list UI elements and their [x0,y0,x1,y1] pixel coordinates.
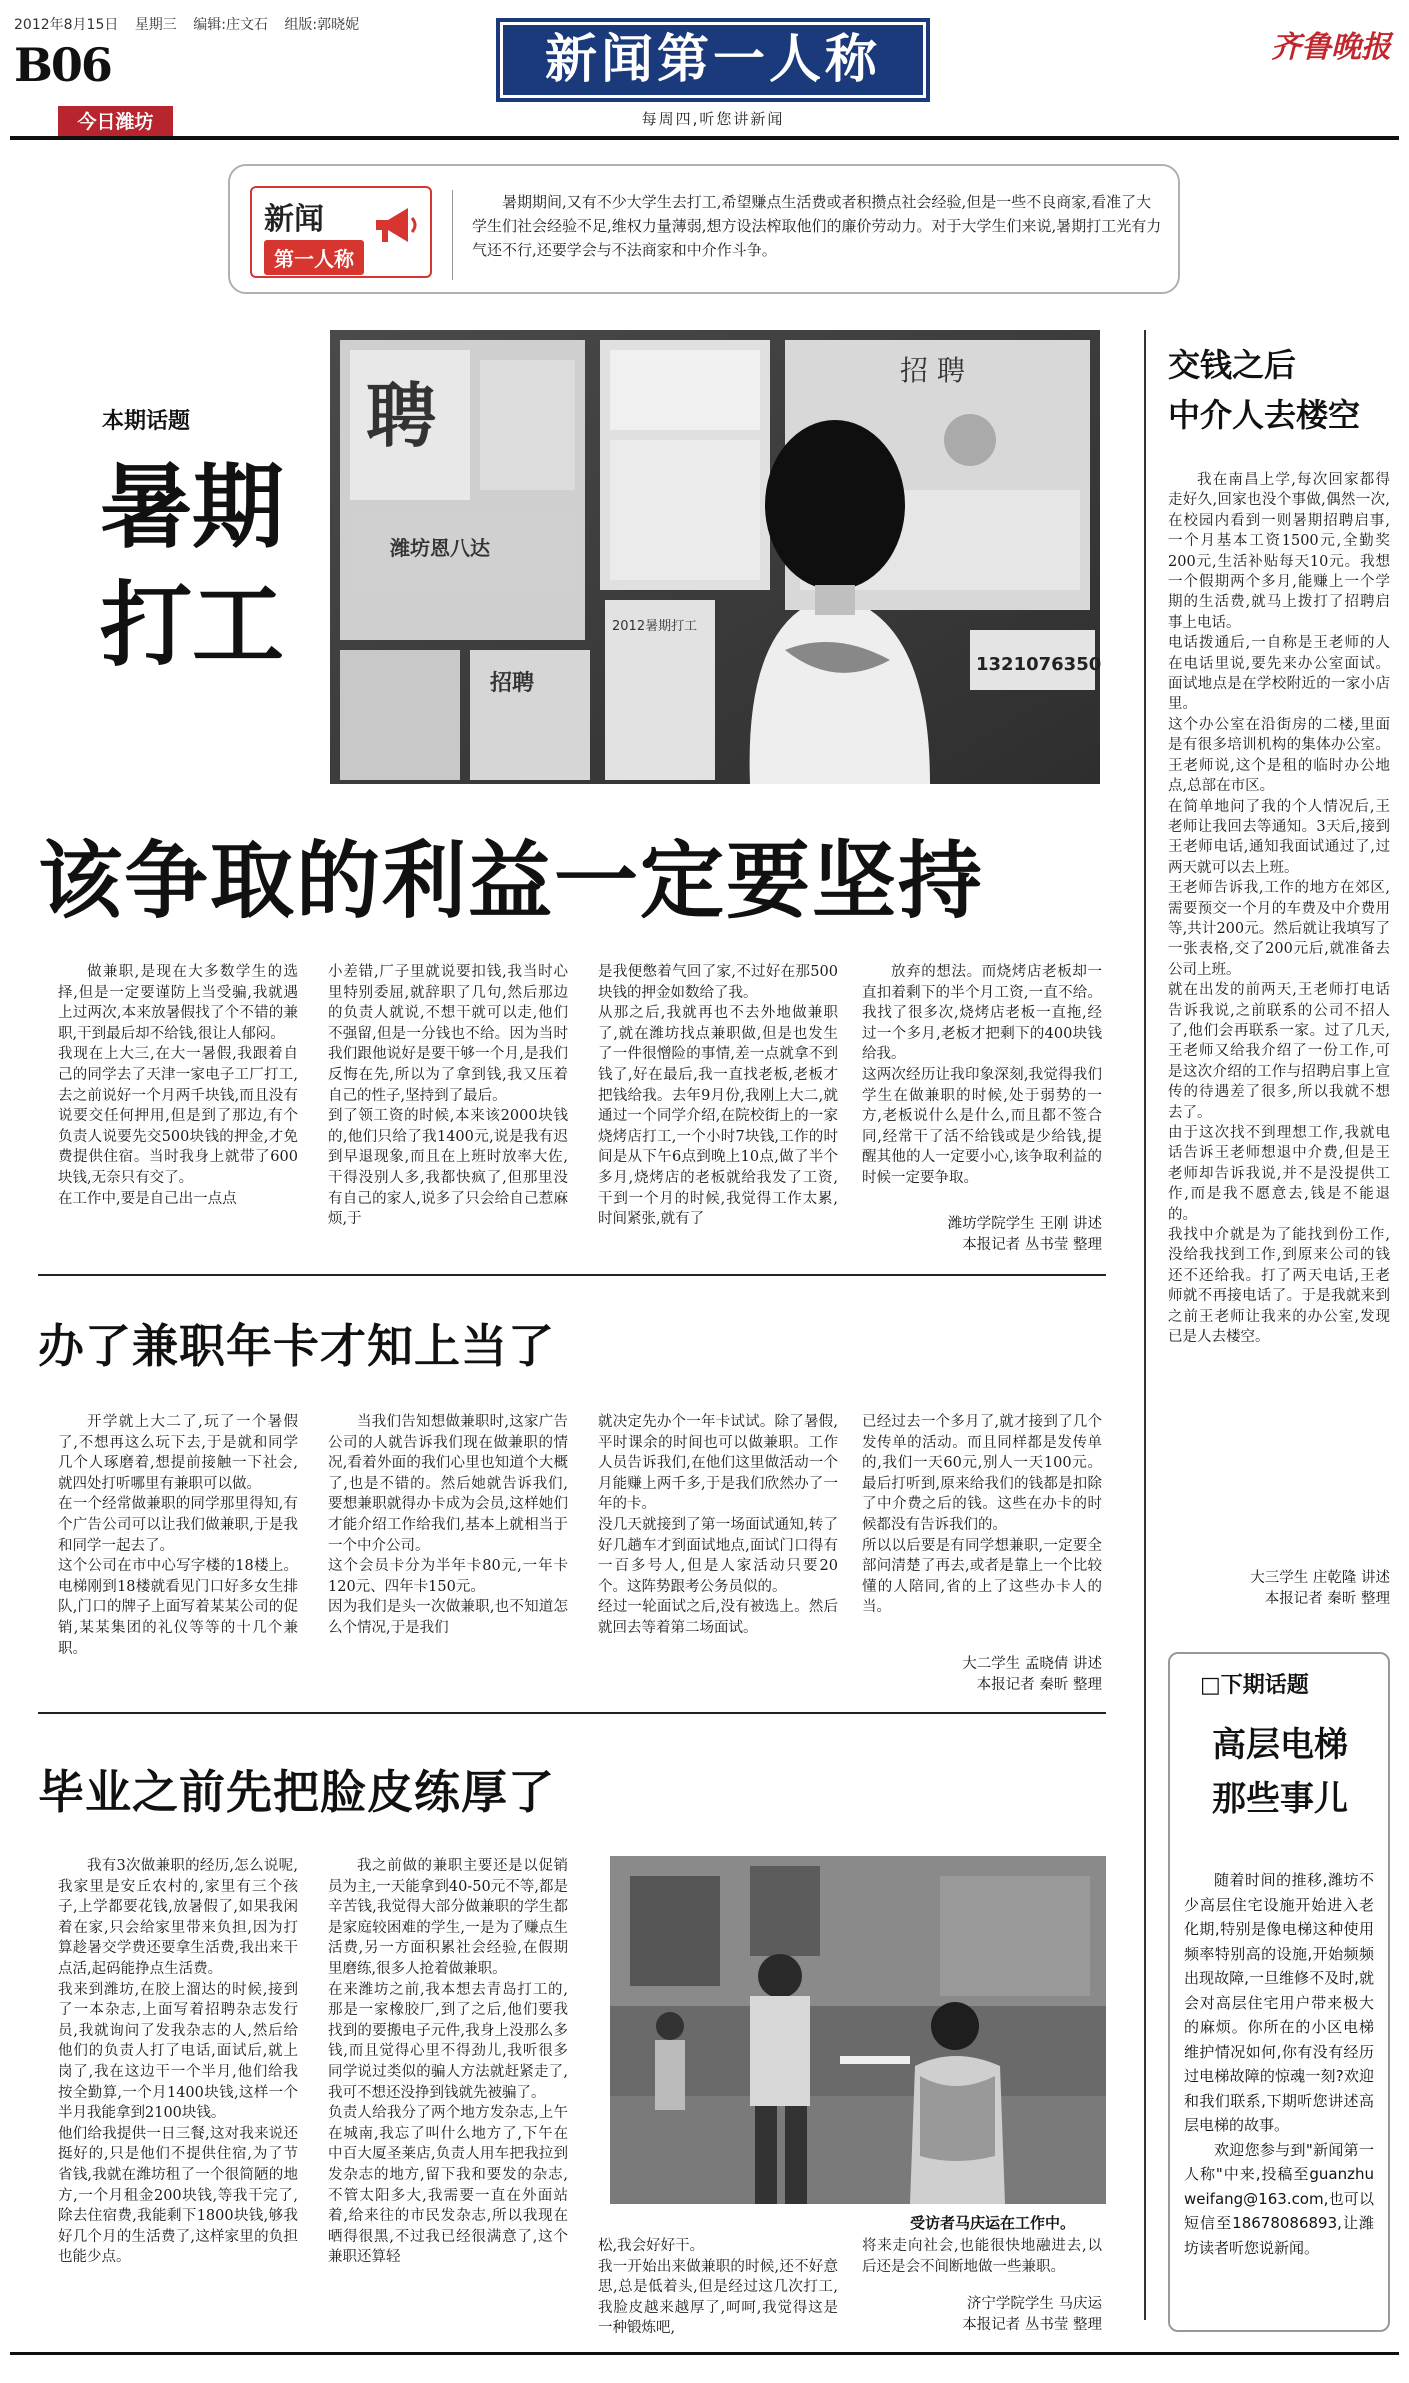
header-weekday: 星期三 [134,17,177,33]
topic-title-line1: 暑期 [100,453,285,561]
side-story-text [1168,470,1390,1555]
story2-headline: 办了兼职年卡才知上当了 [38,1319,555,1373]
header-layout: 组版:郭晓妮 [284,17,360,33]
next-topic-text [1184,1868,1374,2260]
side-story-signature [1168,1568,1390,1610]
story1-col2 [328,962,568,1262]
photo-job-board [330,330,1100,784]
intro-badge-line2: 第一人称 [264,240,364,275]
story1-col2-text: 小差错,厂子里就说要扣钱,我当时心里特别委屈,就辞职了几句,然后那边的负责人就说,不想干就可以走,他们不强留,但是一分钱也不给。因为当时我们跟他说好是要干够一个月,是我们反悔在先,所以为了拿到钱,我又压着自己的性子,坚持到了最后。 到了领工资的时候,本来该2000块钱的,他们只给了我1400元,说是我有迟到早退现象,而且在上班时放率大佐,干得没别人多,我都快疯了,但那里没有自己的家人,说多了只会给自己惹麻烦,于 [328,964,568,1228]
poster-text-pin: 聘 [366,374,436,457]
story2-col3-text: 就决定先办个一年卡试试。除了暑假,平时课余的时间也可以做兼职。工作人员告诉我们,在他们这里做活动一个月能赚上两千多,于是我们欣然办了一年的卡。 没几天就接到了第一场面试通知,转了好几趟车才到面试地点,面试门口得有一百多号人,但是人家活动只要20个。这阵势跟考公务员似的。 经过一轮面试之后,没有被选上。然后就回去等着第二场面试。 [598,1414,838,1636]
header-editor: 编辑:庄文石 [193,17,268,33]
photo-interviewee [610,1856,1106,2204]
masthead-title: 新闻第一人称 [503,25,923,95]
story2-sign2: 本报记者 秦昕 整理 [976,1677,1102,1693]
story3-col1 [58,1856,298,2336]
masthead [496,18,930,102]
topic-title-line2: 打工 [100,571,285,679]
side-story-body: 我在南昌上学,每次回家都得走好久,回家也没个事做,偶然一次,在校园内看到一则暑期招聘启事,一个月基本工资1500元,全勤奖200元,生活补贴每天10元。我想一个假期两个多月,能赚上一个学期的生活费,就马上拨打了招聘启事上电话。 电话拨通后,一自称是王老师的人在电话里说,要先来办公室面试。面试地点是在学校附近的一家小店里。 这个办公室在沿街房的二楼,里面是有很多培训机构的集体办公室。王老师说,这个是租的临时办公地点,总部在市区。 在简单地问了我的个人情况后,王老师让我回去等通知。3天后,接到王老师电话,通知我面试通过了,过两天就可以去上班。 王老师告诉我,工作的地方在郊区,需要预交一个月的车费及中介费用等,共计200元。然后就让我填写了一张表格,交了200元后,就准备去公司上班。 就在出发的前两天,王老师打电话告诉我说,之前联系的公司不招人了,他们会再联系一家。过了几天,王老师又给我介绍了一份工作,可是这次介绍的工作与招聘启事上宣传的待遇差了很多,所以我就不想去了。 由于这次找不到理想工作,我就电话告诉王老师想退中介费,但是王老师却告诉我说,并不是没提供工作,而是我不愿意去,钱是不能退的。 我找中介就是为了能找到份工作,没给我找到工作,到原来公司的钱还不还给我。打了两天电话,王老师就不再接电话了。于是我就来到之前王老师让我来的办公室,发现已是人去楼空。 [1168,472,1390,1346]
next-topic-title [1180,1718,1380,1826]
megaphone-icon [370,200,420,250]
intro-divider [452,190,453,280]
bottom-rule [10,2352,1399,2355]
story2-col1 [58,1412,298,1702]
story2-col4 [862,1412,1102,1650]
poster-text-zhaopin: 招 聘 [900,354,965,387]
header-meta [14,14,371,34]
top-rule [10,136,1399,140]
intro-badge-line1: 新闻 [264,202,324,237]
story2-signature [862,1654,1102,1696]
right-column-divider [1144,330,1146,2320]
topic-label: 本期话题 [102,409,191,434]
next-title-line1: 高层电梯 [1212,1725,1348,1765]
intro-text: 暑期期间,又有不少大学生去打工,希望赚点生活费或者积攒点社会经验,但是一些不良商家,看准了大学生们社会经验不足,维权力量薄弱,想方设法榨取他们的廉价劳动力。对于大学生们来说,暑期打工光有力气还不行,还要学会与不法商家和中介作斗争。 [472,193,1162,259]
poster-text-phone: 1321076350 [976,654,1102,675]
section-tag: 今日潍坊 [58,106,173,138]
page-number: B06 [14,38,111,92]
story2-col2 [328,1412,568,1702]
next-topic-text1: 随着时间的推移,潍坊不少高层住宅设施开始进入老化期,特别是像电梯这种使用频率特别高的设施,开始频频出现故障,一旦维修不及时,就会对高层住宅用户带来极大的麻烦。你所在的小区电梯维护情况如何,你有没有经历过电梯故障的惊魂一刻?欢迎和我们联系,下期听您讲述高层电梯的故事。 [1184,1871,1374,2134]
story1-col1-text: 做兼职,是现在大多数学生的选择,但是一定要谨防上当受骗,我就遇上过两次,本来放暑假找了个不错的兼职,干到最后却不给钱,很让人郁闷。 我现在上大三,在大一暑假,我跟着自己的同学去了天津一家电子工厂打工,去之前说好一个月两千块钱,而且没有说要交任何押用,但是到了那边,有个负责人说要先交500块钱的押金,才免费提供住宿。当时我身上就带了600块钱,无奈只有交了。 在工作中,要是自己出一点点 [58,964,298,1207]
story2-sign1: 大二学生 孟晓倩 讲述 [962,1656,1102,1672]
story1-col3 [598,962,838,1262]
story3-sign2: 本报记者 丛书莹 整理 [962,2317,1102,2333]
story3-col4 [862,2236,1102,2282]
side-sign1: 大三学生 庄乾隆 讲述 [1250,1570,1390,1586]
topic-title [100,448,284,684]
masthead-subtitle: 每周四,听您讲新闻 [641,110,785,128]
story1-col4 [862,962,1102,1212]
story1-sign2: 本报记者 丛书莹 整理 [962,1237,1102,1253]
side-title-line1: 交钱之后 [1168,346,1297,384]
story3-col1-text: 我有3次做兼职的经历,怎么说呢,我家里是安丘农村的,家里有三个孩子,上学都要花钱,放暑假了,如果我闲着在家,只会给家里带来负担,因为打算趁暑交学费还要拿生活费,我出来干点活,起码能挣点生活费。 我来到潍坊,在胶上溜达的时候,接到了一本杂志,上面写着招聘杂志发行员,我就询问了发我杂志的人,然后给他们的负责人打了电话,面试后,就上岗了,我在这边干一个半月,他们给我按全勤算,一个月1400块钱,这样一个半月我能拿到2100块钱。 他们给我提供一日三餐,这对我来说还挺好的,只是他们不提供住宿,为了节省钱,我就在潍坊租了一个很简陋的地方,一个月租金200块钱,等我干完了,除去住宿费,我能剩下1800块钱,够我好几个月的生活费了,这样家里的负担也能少点。 [58,1858,298,2266]
paper-logo: 齐鲁晚报 [1271,30,1391,65]
story3-col2 [328,1856,568,2336]
poster-text-summer: 2012暑期打工 [612,619,698,634]
story2-col1-text: 开学就上大二了,玩了一个暑假了,不想再这么玩下去,于是就和同学几个人琢磨着,想提前接触一下社会,就四处打听哪里有兼职可以做。 在一个经常做兼职的同学那里得知,有个广告公司可以让我们做兼职,于是我和同学一起去了。 这个公司在市中心写字楼的18楼上。电梯刚到18楼就看见门口好多女生排队,门口的牌子上面写着某某公司的促销,某某集团的礼仪等等的十几个兼职。 [58,1414,298,1657]
story1-sign1: 潍坊学院学生 王刚 讲述 [947,1216,1102,1232]
story1-col1 [58,962,298,1262]
header-date: 2012年8月15日 [14,17,119,33]
side-sign2: 本报记者 秦昕 整理 [1264,1591,1390,1607]
story2-col4-text: 已经过去一个多月了,就才接到了几个发传单的活动。而且同样都是发传单的,我们一天60元,别人一天100元。最后打听到,原来给我们的钱都是扣除了中介费之后的钱。这些在办卡的时候都没有告诉我们的。 所以以后要是有同学想兼职,一定要全部问清楚了再去,或者是靠上一个比较懂的人陪同,省的上了这些办卡人的当。 [862,1414,1102,1616]
story1-col3-text: 是我便憋着气回了家,不过好在那500块钱的押金如数给了我。 从那之后,我就再也不去外地做兼职了,就在潍坊找点兼职做,但是也发生了一件很憎险的事情,差一点就拿不到钱了,好在最后,我一直找老板,老板才把钱给我。去年9月份,我刚上大二,就通过一个同学介绍,在院校街上的一家烧烤店打工,一个小时7块钱,工作的时间是从下午6点到晚上10点,做了半个多月,烧烤店的老板就给我发了工资,干到一个月的时候,我觉得工作太累,时间紧张,就有了 [598,964,838,1228]
story2-col2-text: 当我们告知想做兼职时,这家广告公司的人就告诉我们现在做兼职的情况,看着外面的我们心里也知道个大概了,也是不错的。然后她就告诉我们,要想兼职就得办卡成为会员,这样她们才能介绍工作给我们,基本上就相当于一个中介公司。 这个会员卡分为半年卡80元,一年卡120元、四年卡150元。 因为我们是头一次做兼职,也不知道怎么个情况,于是我们 [328,1414,568,1636]
story-divider-1 [38,1274,1106,1276]
story1-col4-text: 放弃的想法。而烧烤店老板却一直扣着剩下的半个月工资,一直不给。我找了很多次,烧烤店老板一直拖,经过一个多月,老板才把剩下的400块钱给我。 这两次经历让我印象深刻,我觉得我们学生在做兼职的时候,处于弱势的一方,老板说什么是什么,而且都不签合同,经常干了活不给钱或是少给钱,提醒其他的人一定要小心,该争取利益的时候一定要争取。 [862,964,1102,1186]
next-topic-text2: 欢迎您参与到"新闻第一人称"中来,投稿至guanzhuweifang@163.com,也可以短信至18678086893,让潍坊读者听您说新闻。 [1184,2140,1374,2257]
story3-sign1: 济宁学院学生 马庆运 [966,2296,1102,2312]
story1-signature [862,1214,1102,1256]
story-divider-2 [38,1712,1106,1714]
story3-col4-text: 将来走向社会,也能很快地融进去,以后还是会不间断地做一些兼职。 [862,2238,1102,2275]
side-story-title [1168,340,1360,440]
photo2-caption: 受访者马庆运在工作中。 [910,2214,1076,2232]
side-title-line2: 中介人去楼空 [1168,396,1361,434]
story2-col3 [598,1412,838,1702]
poster-text-zhaopin2: 招聘 [490,671,535,696]
story3-col3-text: 松,我会好好干。 我一开始出来做兼职的时候,还不好意思,总是低着头,但是经过这几次打工,我脸皮越来越厚了,呵呵,我觉得这是一种锻炼吧, [598,2238,838,2337]
story3-signature [862,2294,1102,2336]
main-headline: 该争取的利益一定要坚持 [38,831,985,930]
story3-headline: 毕业之前先把脸皮练厚了 [38,1765,555,1819]
next-topic-label: □下期话题 [1200,1673,1309,1698]
poster-text-company: 潍坊恩八达 [390,536,490,560]
intro-badge [250,186,432,278]
story3-col2-text: 我之前做的兼职主要还是以促销员为主,一天能拿到40-50元不等,都是辛苦钱,我觉得大部分做兼职的学生都是家庭较困难的学生,一是为了赚点生活费,另一方面积累社会经验,在假期里磨练,很多人抢着做兼职。 在来潍坊之前,我本想去青岛打工的,那是一家橡胶厂,到了之后,他们要我找到的要搬电子元件,我身上没那么多钱,而且觉得心里不得劲儿,我听很多同学说过类似的骗人方法就赶紧走了,我可不想还没挣到钱就先被骗了。 负责人给我分了两个地方发杂志,上午在城南,我忘了叫什么地方了,下午在中百大厦圣莱店,负责人用车把我拉到发杂志的地方,留下我和要发的杂志,不管太阳多大,我需要一直在外面站着,给来往的市民发杂志,所以我现在晒得很黑,不过我已经很满意了,这个兼职还算轻 [328,1858,568,2266]
story3-col3 [598,2236,838,2337]
next-title-line2: 那些事儿 [1212,1779,1348,1819]
